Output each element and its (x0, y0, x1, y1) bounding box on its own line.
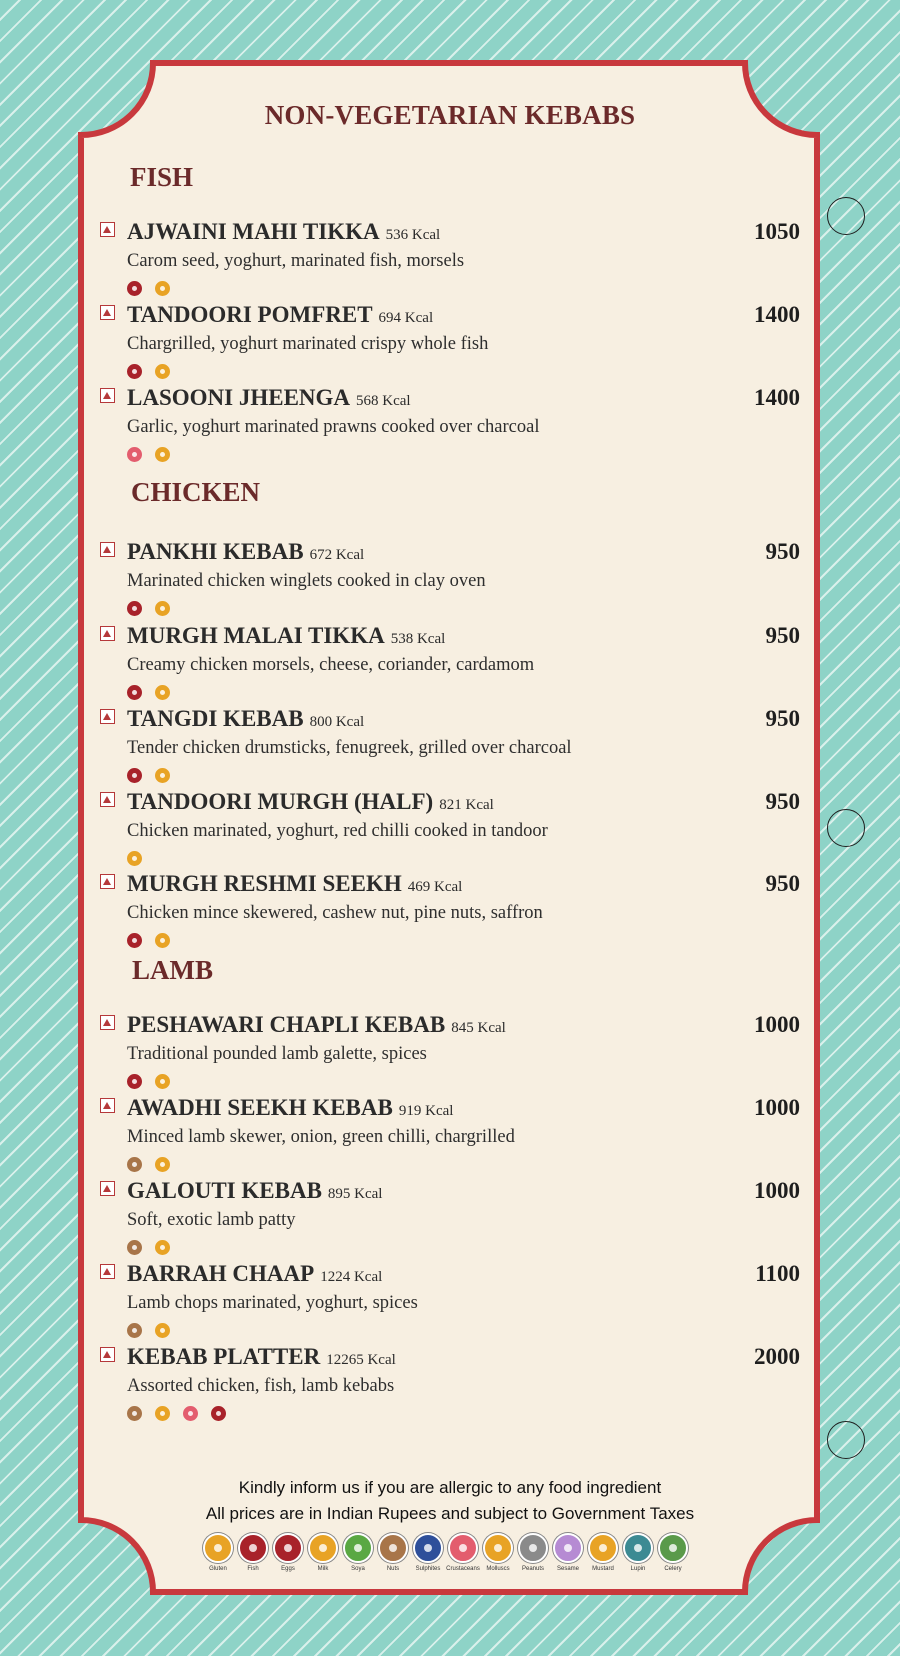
egg-icon (211, 1406, 226, 1421)
item-name: GALOUTI KEBAB (127, 1178, 322, 1203)
non-veg-icon (100, 626, 115, 641)
legend-label: Nuts (386, 1566, 400, 1572)
non-veg-icon (100, 388, 115, 403)
milk-bottle-icon (155, 1240, 170, 1255)
milk-bottle-icon (155, 364, 170, 379)
milk-bottle-icon (155, 1074, 170, 1089)
item-calories: 1224 Kcal (320, 1269, 383, 1285)
item-allergens (127, 601, 183, 618)
item-name-line (127, 539, 364, 565)
legend-item-fish (235, 1533, 271, 1572)
price-notice: All prices are in Indian Rupees and subject to Government Taxes (205, 1504, 695, 1523)
legend-item-molluscs (480, 1533, 516, 1572)
item-name: PESHAWARI CHAPLI KEBAB (127, 1012, 446, 1037)
item-name: TANDOORI POMFRET (127, 302, 373, 327)
item-description: Traditional pounded lamb galette, spices (127, 1044, 427, 1064)
milk-bottle-icon (155, 933, 170, 948)
shell-icon (483, 1533, 513, 1563)
item-name-line (127, 1178, 382, 1204)
section-heading-fish: FISH (130, 162, 194, 192)
milk-bottle-icon (155, 1157, 170, 1172)
item-description: Assorted chicken, fish, lamb kebabs (127, 1376, 395, 1396)
crab-icon (183, 1406, 198, 1421)
item-price: 1100 (755, 1261, 800, 1286)
egg-icon (273, 1533, 303, 1563)
legend-label: Milk (317, 1566, 329, 1572)
item-calories: 919 Kcal (398, 1103, 454, 1119)
item-allergens (127, 1240, 183, 1257)
item-price: 950 (765, 871, 800, 896)
item-price: 950 (765, 623, 800, 648)
lupin-icon (623, 1533, 653, 1563)
legend-label: Eggs (281, 1566, 295, 1572)
nut-icon (378, 1533, 408, 1563)
legend-item-peanuts (515, 1533, 551, 1572)
item-name-line (127, 302, 433, 328)
item-allergens (127, 364, 183, 381)
item-calories: 672 Kcal (309, 547, 365, 563)
egg-icon (127, 685, 142, 700)
item-name: TANGDI KEBAB (127, 706, 304, 731)
non-veg-icon (100, 874, 115, 889)
item-calories: 845 Kcal (451, 1020, 506, 1036)
legend-item-soya (340, 1533, 376, 1572)
item-name: KEBAB PLATTER (127, 1344, 321, 1369)
milk-bottle-icon (308, 1533, 338, 1563)
item-price: 1400 (754, 302, 800, 327)
wheat-icon (203, 1533, 233, 1563)
egg-icon (127, 1074, 142, 1089)
legend-item-nuts (375, 1533, 411, 1572)
section-heading-lamb: LAMB (132, 955, 213, 985)
item-allergens (127, 768, 183, 785)
legend-label: Celery (664, 1566, 682, 1572)
non-veg-icon (100, 305, 115, 320)
item-price: 2000 (754, 1344, 800, 1369)
milk-bottle-icon (155, 447, 170, 462)
legend-label: Sesame (556, 1566, 579, 1572)
item-allergens (127, 1157, 183, 1174)
item-name-line (127, 706, 364, 732)
legend-label: Crustaceans (446, 1566, 480, 1572)
item-description: Chicken marinated, yoghurt, red chilli cooked in tandoor (127, 821, 548, 841)
item-calories: 469 Kcal (407, 879, 463, 895)
item-description: Lamb chops marinated, yoghurt, spices (127, 1293, 418, 1313)
legend-item-gluten (200, 1533, 236, 1572)
item-name-line (127, 219, 440, 245)
item-calories: 800 Kcal (309, 714, 365, 730)
milk-bottle-icon (155, 601, 170, 616)
item-description: Minced lamb skewer, onion, green chilli, chargrilled (127, 1127, 515, 1147)
legend-item-celery (655, 1533, 691, 1572)
legend-item-mustard (585, 1533, 621, 1572)
item-calories: 895 Kcal (327, 1186, 383, 1202)
item-name: MURGH MALAI TIKKA (127, 623, 385, 648)
peanut-icon (518, 1533, 548, 1563)
legend-label: Soya (351, 1566, 365, 1572)
item-name: AJWAINI MAHI TIKKA (127, 219, 380, 244)
item-allergens (127, 1074, 183, 1091)
nut-icon (127, 1157, 142, 1172)
item-allergens (127, 933, 183, 950)
item-name-line (127, 385, 411, 411)
egg-icon (127, 601, 142, 616)
crab-icon (127, 447, 142, 462)
item-allergens (127, 1323, 183, 1340)
item-allergens (127, 1406, 239, 1423)
item-calories: 568 Kcal (356, 393, 411, 409)
nut-icon (127, 1406, 142, 1421)
legend-item-lupin (620, 1533, 656, 1572)
celery-icon (658, 1533, 688, 1563)
item-description: Garlic, yoghurt marinated prawns cooked over charcoal (127, 417, 540, 437)
legend-item-sesame (550, 1533, 586, 1572)
item-allergens (127, 447, 183, 464)
nut-icon (127, 1240, 142, 1255)
item-price: 950 (765, 789, 800, 814)
fish-icon (127, 281, 142, 296)
item-name: BARRAH CHAAP (127, 1261, 315, 1286)
item-calories: 536 Kcal (385, 227, 441, 243)
milk-bottle-icon (155, 1406, 170, 1421)
item-allergens (127, 851, 155, 868)
item-description: Creamy chicken morsels, cheese, coriander, cardamom (127, 655, 535, 675)
legend-item-eggs (270, 1533, 306, 1572)
fish-icon (238, 1533, 268, 1563)
legend-item-sulphites (410, 1533, 446, 1572)
crab-icon (448, 1533, 478, 1563)
egg-icon (127, 768, 142, 783)
section-heading-chicken: CHICKEN (131, 477, 261, 507)
item-name: PANKHI KEBAB (127, 539, 304, 564)
non-veg-icon (100, 1098, 115, 1113)
fish-icon (127, 364, 142, 379)
item-name: MURGH RESHMI SEEKH (127, 871, 402, 896)
egg-icon (127, 933, 142, 948)
legend-label: Fish (247, 1566, 259, 1572)
legend-label: Sulphites (415, 1566, 441, 1572)
item-calories: 538 Kcal (390, 631, 446, 647)
item-price: 1050 (754, 219, 800, 244)
milk-bottle-icon (155, 281, 170, 296)
item-price: 1400 (754, 385, 800, 410)
legend-item-crustaceans (445, 1533, 481, 1572)
non-veg-icon (100, 1264, 115, 1279)
item-calories: 12265 Kcal (326, 1352, 396, 1368)
item-name-line (127, 1095, 453, 1121)
legend-item-milk (305, 1533, 341, 1572)
sesame-icon (553, 1533, 583, 1563)
item-price: 950 (765, 539, 800, 564)
nut-icon (127, 1323, 142, 1338)
item-price: 1000 (754, 1095, 800, 1120)
item-price: 950 (765, 706, 800, 731)
soybean-icon (343, 1533, 373, 1563)
item-name: LASOONI JHEENGA (127, 385, 351, 410)
item-price: 1000 (754, 1012, 800, 1037)
item-calories: 694 Kcal (378, 310, 434, 326)
item-name-line (127, 1344, 396, 1370)
non-veg-icon (100, 792, 115, 807)
item-description: Soft, exotic lamb patty (127, 1210, 296, 1230)
mustard-bottle-icon (588, 1533, 618, 1563)
legend-label: Molluscs (486, 1566, 510, 1572)
milk-bottle-icon (127, 851, 142, 866)
item-description: Chicken mince skewered, cashew nut, pine nuts, saffron (127, 903, 543, 923)
item-description: Marinated chicken winglets cooked in clay oven (127, 571, 486, 591)
item-allergens (127, 281, 183, 298)
item-name-line (127, 871, 462, 897)
item-allergens (127, 685, 183, 702)
allergen-legend (200, 1533, 700, 1577)
non-veg-icon (100, 1347, 115, 1362)
item-description: Chargrilled, yoghurt marinated crispy whole fish (127, 334, 489, 354)
menu-title: NON-VEGETARIAN KEBABS (264, 100, 636, 130)
legend-label: Gluten (209, 1566, 227, 1572)
item-description: Tender chicken drumsticks, fenugreek, grilled over charcoal (127, 738, 572, 758)
legend-label: Peanuts (521, 1566, 545, 1572)
item-name-line (127, 623, 445, 649)
legend-label: Mustard (592, 1566, 614, 1572)
allergy-notice: Kindly inform us if you are allergic to any food ingredient (238, 1478, 662, 1497)
item-description: Carom seed, yoghurt, marinated fish, morsels (127, 251, 465, 271)
non-veg-icon (100, 222, 115, 237)
item-name: TANDOORI MURGH (HALF) (127, 789, 434, 814)
flask-icon (413, 1533, 443, 1563)
legend-label: Lupin (630, 1566, 646, 1572)
non-veg-icon (100, 1015, 115, 1030)
non-veg-icon (100, 542, 115, 557)
non-veg-icon (100, 709, 115, 724)
item-calories: 821 Kcal (439, 797, 494, 813)
item-name-line (127, 1261, 382, 1287)
non-veg-icon (100, 1181, 115, 1196)
item-price: 1000 (754, 1178, 800, 1203)
item-name-line (127, 1012, 506, 1038)
milk-bottle-icon (155, 685, 170, 700)
item-name: AWADHI SEEKH KEBAB (127, 1095, 393, 1120)
milk-bottle-icon (155, 768, 170, 783)
item-name-line (127, 789, 494, 815)
milk-bottle-icon (155, 1323, 170, 1338)
